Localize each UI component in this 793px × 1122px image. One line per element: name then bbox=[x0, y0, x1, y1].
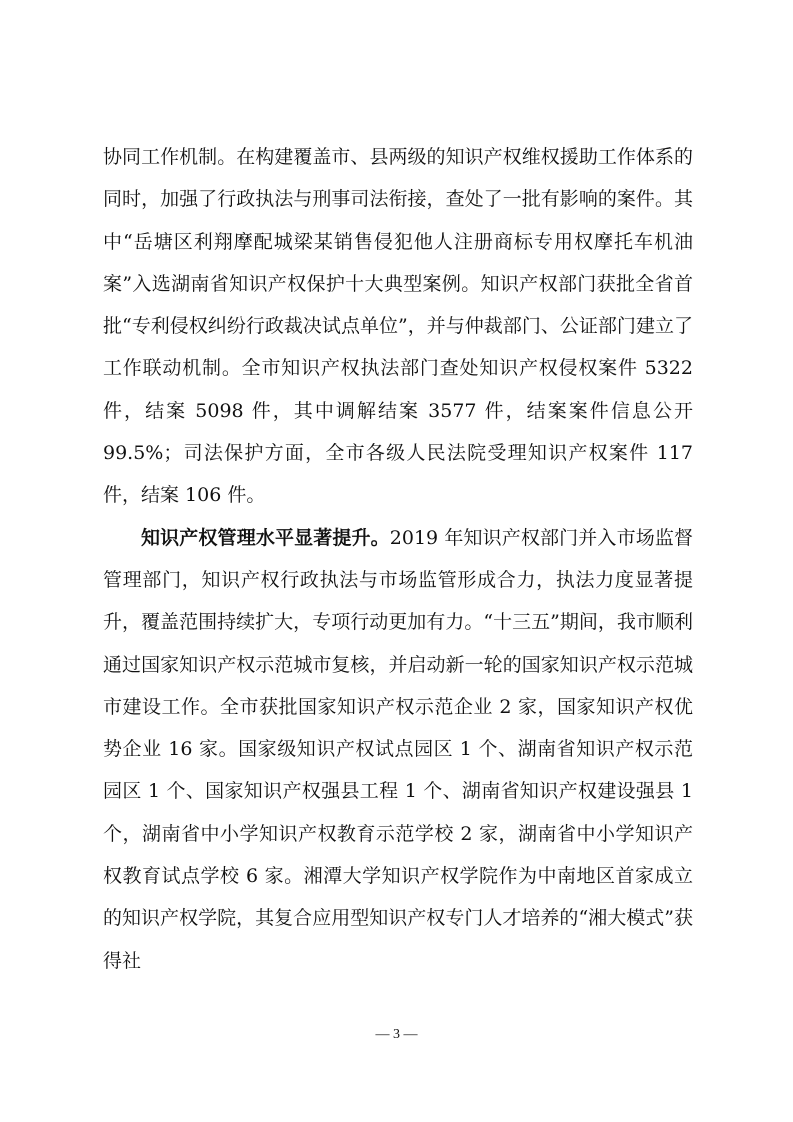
paragraph-1 bbox=[103, 136, 693, 517]
paragraph-1-text: 协同工作机制。在构建覆盖市、县两级的知识产权维权援助工作体系的同时，加强了行政执法与刑事司法衔接，查处了一批有影响的案件。其中“岳塘区利翔摩配城梁某销售侵犯他人注册商标专用权摩托车机油案”入选湖南省知识产权保护十大典型案例。知识产权部门获批全省首批“专利侵权纠纷行政裁决试点单位”，并与仲裁部门、公证部门建立了工作联动机制。全市知识产权执法部门查处知识产权侵权案件 5322 件，结案 5098 件，其中调解结案 3577 件，结案案件信息公开 99.5%；司法保护方面，全市各级人民法院受理知识产权案件 117 件，结案 106 件。 bbox=[103, 146, 693, 507]
paragraph-2 bbox=[103, 517, 693, 982]
paragraph-2-heading: 知识产权管理水平显著提升。 bbox=[141, 526, 390, 549]
body-text bbox=[103, 136, 693, 982]
paragraph-2-text: 2019 年知识产权部门并入市场监督管理部门，知识产权行政执法与市场监管形成合力，执法力度显著提升，覆盖范围持续扩大，专项行动更加有力。“十三五”期间，我市顺利通过国家知识产权示范城市复核，并启动新一轮的国家知识产权示范城市建设工作。全市获批国家知识产权示范企业 2 家，国家知识产权优势企业 16 家。国家级知识产权试点园区 1 个、湖南省知识产权示范园区 1 个、国家知识产权强县工程 1 个、湖南省知识产权建设强县 1 个，湖南省中小学知识产权教育示范学校 2 家，湖南省中小学知识产权教育试点学校 6 家。湘潭大学知识产权学院作为中南地区首家成立的知识产权学院，其复合应用型知识产权专门人才培养的“湘大模式”获得社 bbox=[103, 526, 693, 972]
page-number: — 3 — bbox=[375, 1027, 418, 1042]
